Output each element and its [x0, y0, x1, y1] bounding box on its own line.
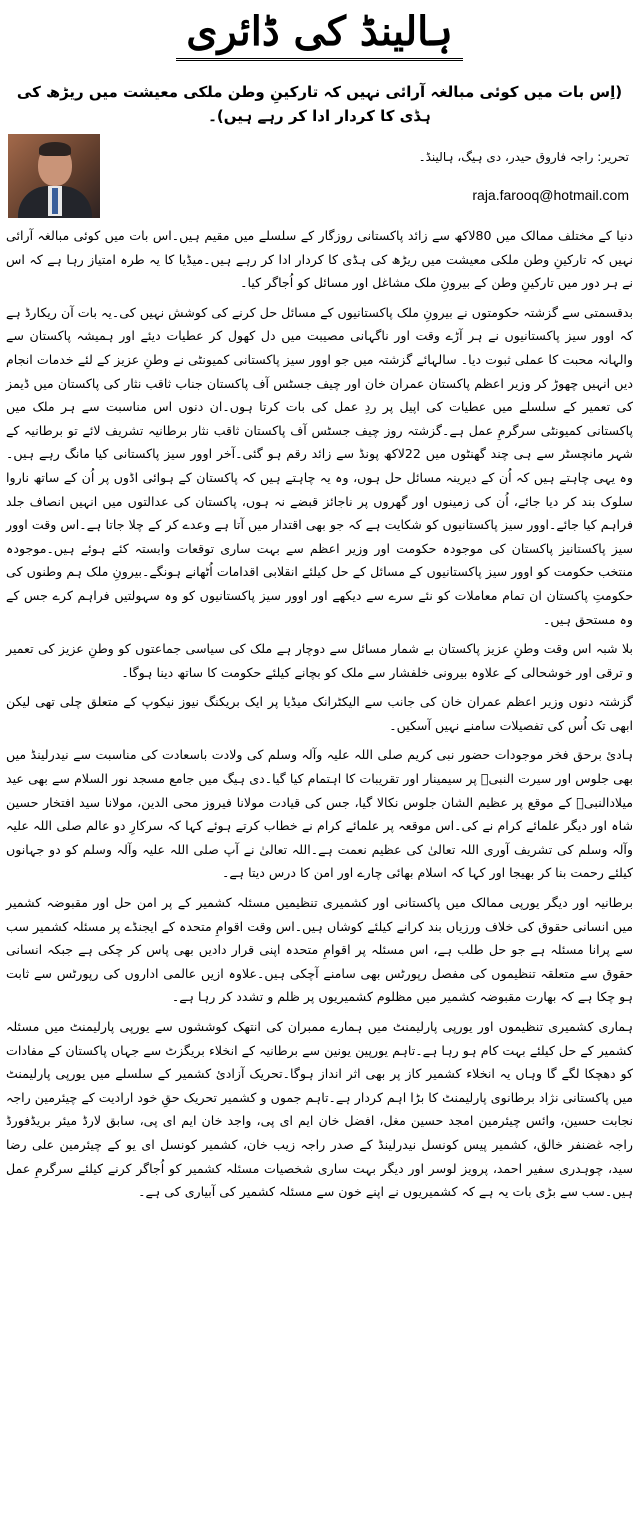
paragraph: برطانیہ اور دیگر یورپی ممالک میں پاکستانی اور کشمیری تنظیمیں مسئلہ کشمیر کے پر امن حل اور مقبوضہ کشمیر میں انسانی حقوق کی خلاف ورزیاں بند کرانے کیلئے کوشاں ہیں۔اس وقت اقوامِ متحدہ کے ایجنڈے پر مسئلہ کشمیر سب سے پرانا مسئلہ ہے جو حل طلب ہے، اس مسئلہ پر اقوامِ متحدہ اپنی قرار دادیں بھی پاس کر چکی ہے جبکہ انسانی حقوق سے متعلقہ تنظیموں کی مفصل رپورٹس بھی سامنے آچکی ہیں۔علاوہ ازیں عالمی اداروں کی رپورٹس سے ثابت ہو چکا ہے کہ بھارت مقبوضہ کشمیر میں مظلوم کشمیریوں پر ظلم و تشدد کر رہا ہے۔ [6, 895, 633, 1005]
paragraph: گزشتہ دنوں وزیر اعظم عمران خان کی جانب سے الیکٹرانک میڈیا پر ایک بریکنگ نیوز نیکوپ کے متعلق چلی تھی لیکن ابھی تک اُس کی تفصیلات سامنے نہیں آسکیں۔ [6, 694, 633, 733]
author-email-link[interactable]: raja.farooq@hotmail.com [472, 187, 629, 203]
paragraph: ہماری کشمیری تنظیموں اور یورپی پارلیمنٹ میں ہمارے ممبران کی انتھک کوششوں سے یورپی پارلیمنٹ میں مسئلہ کشمیر کے حل کیلئے بہت کام ہو رہا ہے۔تاہم یورپین یونین سے برطانیہ کے انخلاء بریگزٹ سے جہاں پاکستان کے مفادات کو دھچکا لگے گا وہاں یہ انخلاء کشمیر کاز پر بھی اثر انداز ہوگا۔تحریک آزادیٔ کشمیر کے سلسلے میں یورپی پارلیمنٹ میں پاکستانی نژاد برطانوی پارلیمنٹ کا بڑا اہم کردار ہے۔تاہم جموں و کشمیر تحریک حقِ خود ارادیت کے چیئرمین راجہ نجابت حسین، وائس چیئرمین امجد حسین مغل، افضل خان ایم ای پی، واجد خان ایم ای پی، سابق لارڈ میئر بریڈفورڈ راجہ غضنفر خالق، کشمیر پیس کونسل نیدرلینڈ کے صدر راجہ زیب خان، کشمیر کونسل ای یو کے چیئرمین علی رضا سید، چوہدری سفیر احمد، پرویز لوسر اور دیگر بہت ساری شخصیات مسئلہ کشمیر کو اُجاگر کرنے کیلئے سرگرمِ عمل ہیں۔سب سے بڑی بات یہ ہے کہ کشمیریوں نے اپنے خون سے مسئلہ کشمیر کی آبیاری کی ہے۔ [6, 1019, 633, 1200]
article-body [6, 224, 633, 1204]
paragraph: دنیا کے مختلف ممالک میں 80لاکھ سے زائد پاکستانی روزگار کے سلسلے میں مقیم ہیں۔اس بات میں کوئی مبالغہ آرائی نہیں کہ تارکینِ وطن ملکی معیشت میں ریڑھ کی ہڈی کا کردار ادا کر رہے ہیں۔میڈیا کا یہ طرہ امتیاز رہا ہے کہ اس نے ہر دور میں تارکینِ وطن کے بیرونِ ملک مشاغل اور مسائل کو اُجاگر کیا۔ [6, 228, 633, 291]
paragraph: بدقسمتی سے گزشتہ حکومتوں نے بیرونِ ملک پاکستانیوں کے مسائل حل کرنے کی کوشش نہیں کی۔یہ بات آن ریکارڈ ہے کہ اوور سیز پاکستانیوں نے ہر آڑے وقت اور ناگہانی مصیبت میں دل کھول کر عطیات دیئے اور ہمیشہ پاکستان سے والہانہ محبت کا عملی ثبوت دیا۔ سالہائے گزشتہ میں جو اوور سیز پاکستانی کمیونٹی نے وطنِ عزیز کے لئے خدمات انجام دیں انہیں چھوڑ کر وزیر اعظم پاکستان عمران خان اور چیف جسٹس آف پاکستان جناب ثاقب نثار کی پاکستان میں ڈیمز کی تعمیر کے سلسلے میں عطیات کی اپیل پر ردِ عمل کی بات کرتا ہوں۔ان دنوں اس مناسبت سے ہر ملک میں پاکستانی کمیونٹی سرگرمِ عمل ہے۔گزشتہ روز چیف جسٹس آف پاکستان ثاقب نثار برطانیہ تشریف لائے تو برطانیہ کے شہر مانچسٹر سے ہی چند گھنٹوں میں 22لاکھ پونڈ سے زائد رقم ہو گئی۔آخر اوور سیز پاکستانی کیا مانگ رہے ہیں۔ وہ یہی چاہتے ہیں کہ اُن کے دیرینہ مسائل حل ہوں، وہ یہ چاہتے ہیں کہ پاکستان کے ہوائی اڈوں پر اُن کے ساتھ ناروا سلوک بند کر دیا جائے، اُن کی زمینوں اور گھروں پر ناجائز قبضے نہ ہوں، پاکستان کی عدالتوں میں انہیں انصاف جلد فراہم کیا جائے۔اوور سیز پاکستانیوں کو شکایت ہے کہ جو بھی اقتدار میں آتا ہے وعدے کر کے چلا جاتا ہے۔اس وقت اوور سیز پاکستانیز پاکستان کی موجودہ حکومت اور وزیر اعظم سے بہت ساری توقعات وابستہ کئے ہوئے ہیں۔موجودہ منتخب حکومت کو اوور سیز پاکستانیوں کے مسائل کے حل کیلئے انقلابی اقدامات اُٹھانے ہونگے۔بیرونِ ملک ہم وطنوں کی حکومتِ پاکستان ان تمام معاملات کو نئے سرے سے دیکھے اور اوور سیز پاکستانیوں کو وہ سہولتیں فراہم کرے جس کے وہ مستحق ہیں۔ [6, 304, 633, 627]
author-photo [8, 134, 100, 218]
paragraph: بلا شبہ اس وقت وطنِ عزیز پاکستان بے شمار مسائل سے دوچار ہے ملک کی سیاسی جماعتوں کو وطنِ عزیز کی تعمیر و ترقی اور خوشحالی کے علاوہ بیرونی خلفشار سے ملک کو بچانے کیلئے حکومت کا ساتھ دینا ہوگا۔ [6, 641, 633, 680]
byline-block [6, 134, 633, 220]
column-title: ہالینڈ کی ڈائری [176, 6, 463, 61]
subheadline: (اِس بات میں کوئی مبالغہ آرائی نہیں کہ تارکینِ وطن ملکی معیشت میں ریڑھ کی ہڈی کا کردار ادا کر رہے ہیں)۔ [16, 83, 623, 125]
masthead [6, 6, 633, 78]
paragraph: ہادیٔ برحق فخر موجودات حضور نبی کریم صلی اللہ علیہ وآلہ وسلم کی ولادت باسعادت کی مناسبت سے نیدرلینڈ میں بھی جلوس اور سیرت النبیؐ پر سیمینار اور تقریبات کا اہتمام کیا گیا۔دی ہیگ میں جامع مسجد نور السلام سے بھی عید میلادالنبیؐ کے موقع پر عظیم الشان جلوس نکالا گیا، جس کی قیادت مولانا فیروز محی الدین، مولانا سید افتخار حسین شاہ اور دیگر علمائے کرام نے کی۔اس موقعہ پر علمائے کرام نے خطاب کرتے ہوئے کہا کہ سرکارِ دو عالم صلی اللہ علیہ وآلہ وسلم کی تشریف آوری اللہ تعالیٰ کی عظیم نعمت ہے۔اللہ تعالیٰ نے آپ صلی اللہ علیہ وآلہ وسلم کو دو جہانوں کیلئے رحمت بنا کر بھیجا اور کہا کہ اسلام بھائی چارے اور امن کا درس دیتا ہے۔ [6, 747, 633, 881]
author-byline: تحریر: راجہ فاروق حیدر، دی ہیگ، ہالینڈ۔ [418, 150, 629, 164]
